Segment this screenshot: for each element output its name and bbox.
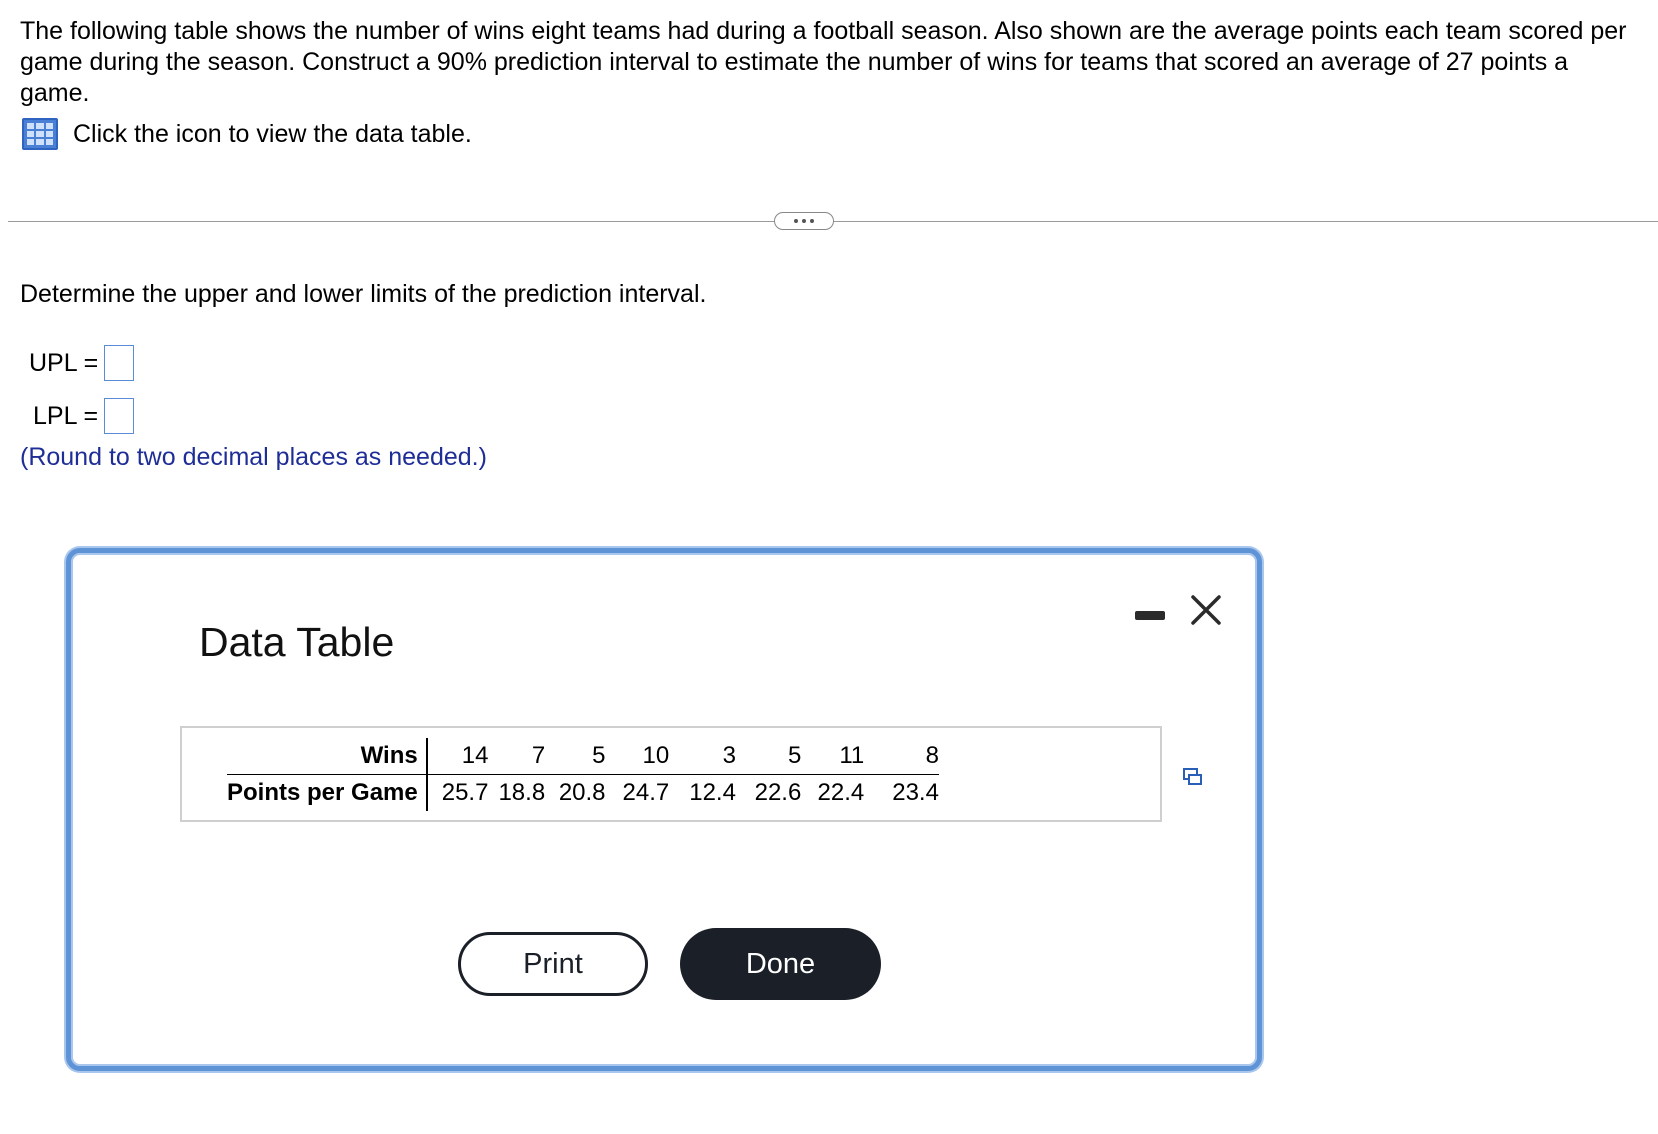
- table-row-points: [227, 775, 939, 812]
- table-cell: 22.4: [817, 779, 865, 806]
- table-cell: 20.8: [558, 779, 606, 806]
- dialog-title: Data Table: [199, 619, 395, 665]
- table-grid-icon[interactable]: [22, 118, 58, 150]
- table-cell: 25.7: [441, 779, 489, 806]
- row-header-points: Points per Game: [227, 775, 427, 812]
- view-data-table-link[interactable]: [22, 117, 472, 151]
- table-cell: 11: [801, 738, 864, 775]
- table-cell: 12.4: [689, 779, 736, 806]
- table-cell: 22.6: [754, 779, 802, 806]
- upl-input[interactable]: [104, 345, 134, 381]
- upl-row: [29, 345, 134, 381]
- data-table: [227, 738, 939, 811]
- answer-prompt: Determine the upper and lower limits of the prediction interval.: [20, 280, 707, 308]
- minimize-icon[interactable]: [1135, 611, 1165, 620]
- question-text: The following table shows the number of wins eight teams had during a football season. Also shown are the average points each team scored per game during the season. Construct a 90% prediction interval to estimate the number of wins for teams that scored an average of 27 points a game.: [20, 17, 1627, 107]
- table-cell: 8: [864, 738, 939, 775]
- table-cell: 10: [606, 738, 670, 775]
- view-data-table-text: Click the icon to view the data table.: [73, 119, 472, 148]
- table-cell: 5: [736, 738, 801, 775]
- upl-label: UPL =: [29, 348, 99, 377]
- table-cell: 14: [427, 738, 489, 775]
- print-button[interactable]: Print: [458, 932, 648, 996]
- rounding-note: (Round to two decimal places as needed.): [20, 443, 487, 471]
- data-table-dialog: [66, 548, 1262, 1071]
- close-icon[interactable]: [1189, 593, 1223, 627]
- lpl-row: [33, 398, 134, 434]
- row-header-wins: Wins: [227, 738, 427, 775]
- lpl-input[interactable]: [104, 398, 134, 434]
- done-button[interactable]: Done: [680, 928, 881, 1000]
- table-cell: 7: [488, 738, 545, 775]
- ellipsis-icon: [794, 219, 798, 223]
- lpl-label: LPL =: [33, 401, 99, 430]
- expand-ellipsis-button[interactable]: [774, 212, 834, 230]
- data-table-frame: [180, 726, 1162, 822]
- table-cell: 24.7: [622, 779, 670, 806]
- table-row-wins: [227, 738, 939, 775]
- table-cell: 18.8: [498, 779, 546, 806]
- table-cell: 3: [669, 738, 736, 775]
- table-cell: 5: [545, 738, 605, 775]
- table-cell: 23.4: [892, 779, 939, 806]
- copy-icon[interactable]: [1182, 767, 1204, 787]
